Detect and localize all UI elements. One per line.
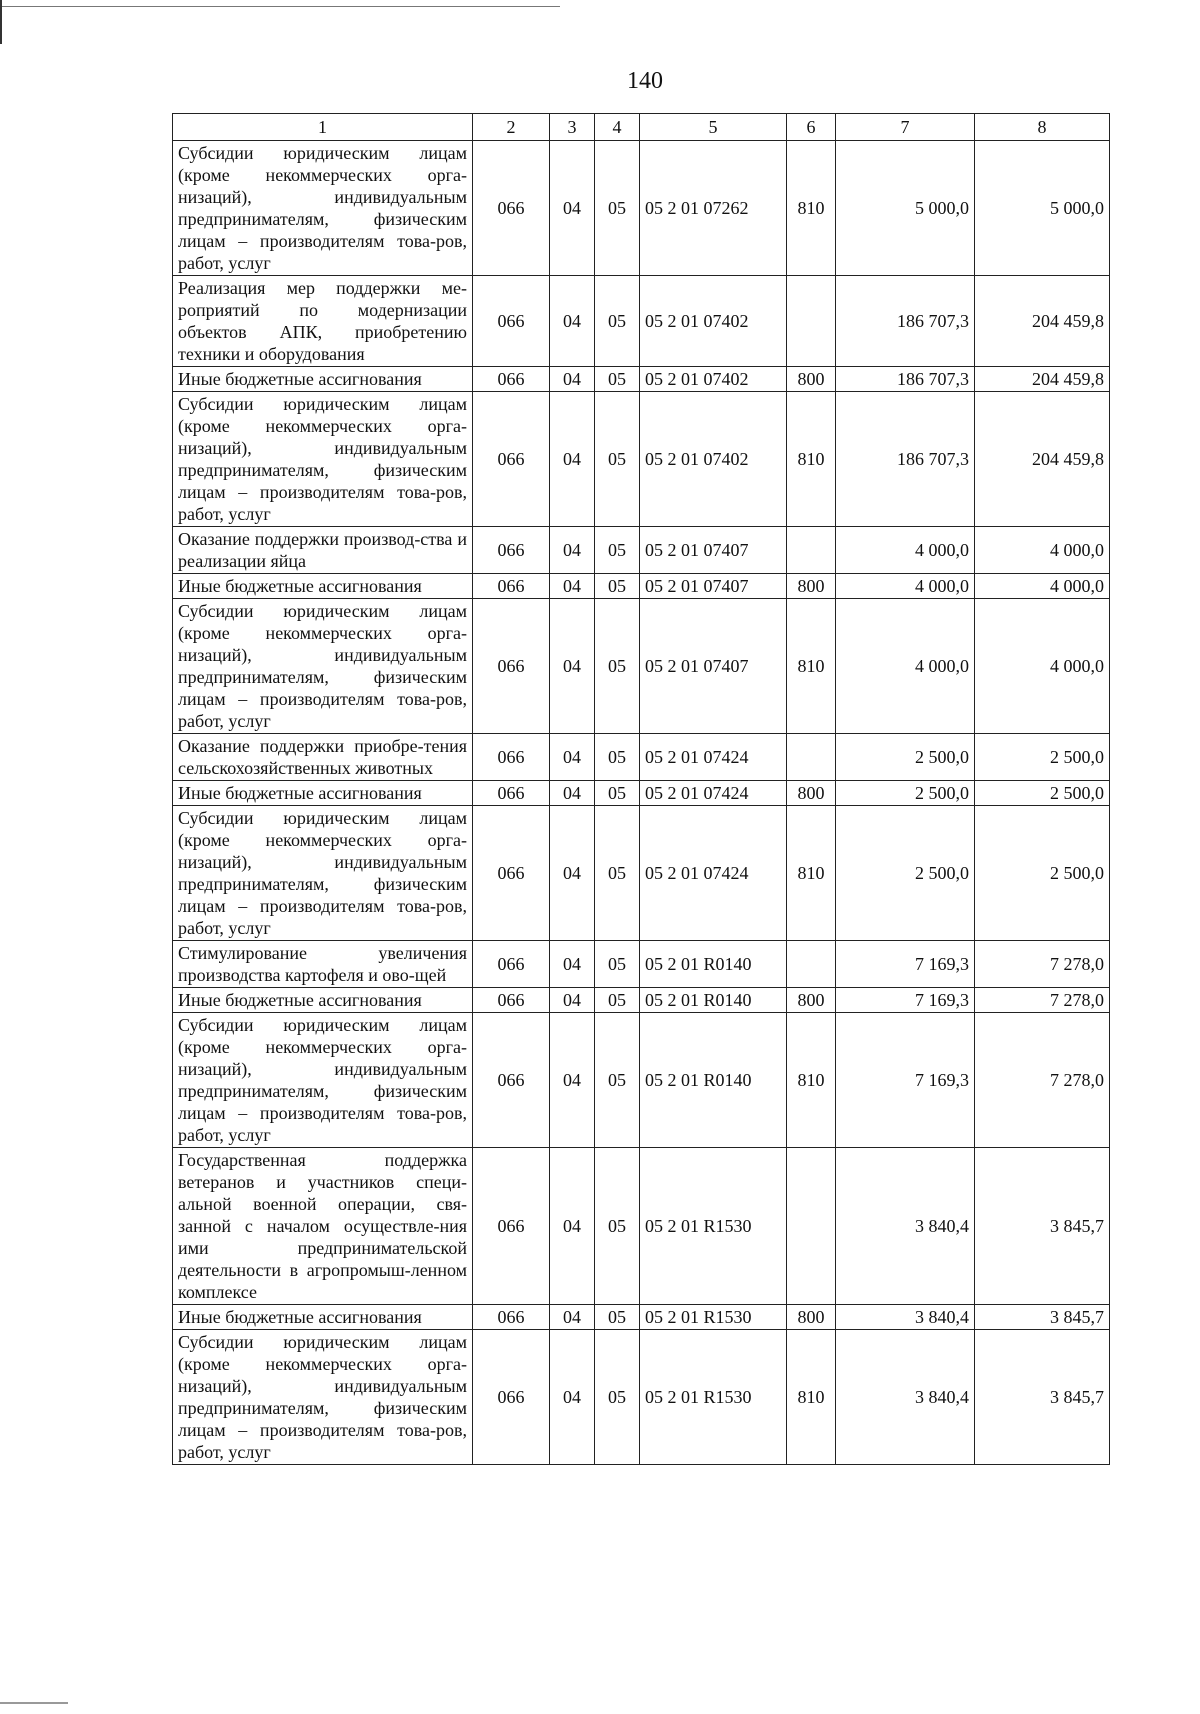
target-article-cell: 05 2 01 07262 [640,141,787,276]
expense-type-cell [787,1148,836,1305]
expense-type-cell: 810 [787,599,836,734]
admin-code-cell: 066 [473,392,550,527]
expense-type-cell: 800 [787,1305,836,1330]
target-article-cell: 05 2 01 R1530 [640,1305,787,1330]
row-name-cell: Иные бюджетные ассигнования [173,574,473,599]
row-name-cell: Стимулирование увеличения производства картофеля и ово-щей [173,941,473,988]
admin-code-cell: 066 [473,1148,550,1305]
subsection-cell: 05 [595,734,640,781]
table-row [173,1013,1110,1148]
amount-year2-cell: 5 000,0 [975,141,1110,276]
header-cell: 3 [550,114,595,141]
amount-year2-cell: 7 278,0 [975,941,1110,988]
admin-code-cell: 066 [473,734,550,781]
amount-year1-cell: 4 000,0 [836,527,975,574]
amount-year2-cell: 204 459,8 [975,367,1110,392]
expense-type-cell: 810 [787,806,836,941]
target-article-cell: 05 2 01 07402 [640,392,787,527]
section-cell: 04 [550,599,595,734]
amount-year2-cell: 2 500,0 [975,806,1110,941]
expense-type-cell: 800 [787,574,836,599]
section-cell: 04 [550,276,595,367]
subsection-cell: 05 [595,941,640,988]
table-row [173,806,1110,941]
table-row [173,599,1110,734]
amount-year2-cell: 3 845,7 [975,1148,1110,1305]
admin-code-cell: 066 [473,1305,550,1330]
amount-year1-cell: 7 169,3 [836,941,975,988]
amount-year2-cell: 204 459,8 [975,276,1110,367]
admin-code-cell: 066 [473,1330,550,1465]
admin-code-cell: 066 [473,141,550,276]
section-cell: 04 [550,1013,595,1148]
admin-code-cell: 066 [473,781,550,806]
table-body [173,114,1110,1465]
header-cell: 4 [595,114,640,141]
target-article-cell: 05 2 01 07407 [640,574,787,599]
row-name-cell: Иные бюджетные ассигнования [173,781,473,806]
section-cell: 04 [550,574,595,599]
budget-table [172,113,1110,1465]
amount-year1-cell: 3 840,4 [836,1330,975,1465]
row-name-cell: Иные бюджетные ассигнования [173,367,473,392]
row-name-cell: Субсидии юридическим лицам (кроме некоммерческих орга-низаций), индивидуальным предпринимателям, физическим лицам – производителям това-ров, работ, услуг [173,1013,473,1148]
section-cell: 04 [550,1305,595,1330]
amount-year1-cell: 4 000,0 [836,574,975,599]
amount-year1-cell: 2 500,0 [836,806,975,941]
header-cell: 6 [787,114,836,141]
target-article-cell: 05 2 01 07402 [640,367,787,392]
table-row [173,276,1110,367]
table-row [173,574,1110,599]
header-cell: 1 [173,114,473,141]
table-row [173,141,1110,276]
expense-type-cell: 800 [787,781,836,806]
target-article-cell: 05 2 01 R0140 [640,988,787,1013]
subsection-cell: 05 [595,1305,640,1330]
table-row [173,1330,1110,1465]
admin-code-cell: 066 [473,988,550,1013]
amount-year2-cell: 4 000,0 [975,527,1110,574]
target-article-cell: 05 2 01 R0140 [640,941,787,988]
expense-type-cell: 800 [787,988,836,1013]
subsection-cell: 05 [595,599,640,734]
expense-type-cell [787,276,836,367]
table-row [173,941,1110,988]
table-row [173,988,1110,1013]
subsection-cell: 05 [595,367,640,392]
amount-year2-cell: 7 278,0 [975,988,1110,1013]
target-article-cell: 05 2 01 07424 [640,734,787,781]
amount-year2-cell: 4 000,0 [975,574,1110,599]
amount-year2-cell: 3 845,7 [975,1330,1110,1465]
row-name-cell: Субсидии юридическим лицам (кроме некоммерческих орга-низаций), индивидуальным предпринимателям, физическим лицам – производителям това-ров, работ, услуг [173,806,473,941]
amount-year2-cell: 2 500,0 [975,781,1110,806]
target-article-cell: 05 2 01 07424 [640,806,787,941]
row-name-cell: Субсидии юридическим лицам (кроме некоммерческих орга-низаций), индивидуальным предпринимателям, физическим лицам – производителям това-ров, работ, услуг [173,392,473,527]
subsection-cell: 05 [595,1013,640,1148]
amount-year1-cell: 186 707,3 [836,392,975,527]
scan-artifact-line [0,1702,68,1704]
header-cell: 7 [836,114,975,141]
section-cell: 04 [550,734,595,781]
header-cell: 5 [640,114,787,141]
section-cell: 04 [550,1330,595,1465]
admin-code-cell: 066 [473,1013,550,1148]
subsection-cell: 05 [595,1148,640,1305]
row-name-cell: Иные бюджетные ассигнования [173,988,473,1013]
amount-year2-cell: 2 500,0 [975,734,1110,781]
expense-type-cell: 800 [787,367,836,392]
subsection-cell: 05 [595,141,640,276]
subsection-cell: 05 [595,392,640,527]
section-cell: 04 [550,367,595,392]
amount-year1-cell: 3 840,4 [836,1148,975,1305]
section-cell: 04 [550,988,595,1013]
admin-code-cell: 066 [473,574,550,599]
row-name-cell: Иные бюджетные ассигнования [173,1305,473,1330]
subsection-cell: 05 [595,1330,640,1465]
subsection-cell: 05 [595,574,640,599]
admin-code-cell: 066 [473,941,550,988]
admin-code-cell: 066 [473,276,550,367]
amount-year2-cell: 7 278,0 [975,1013,1110,1148]
subsection-cell: 05 [595,988,640,1013]
amount-year1-cell: 186 707,3 [836,367,975,392]
table-row [173,392,1110,527]
target-article-cell: 05 2 01 07407 [640,599,787,734]
table-row [173,1148,1110,1305]
row-name-cell: Реализация мер поддержки ме-роприятий по модернизации объектов АПК, приобретению техники и оборудования [173,276,473,367]
table-row [173,734,1110,781]
amount-year1-cell: 4 000,0 [836,599,975,734]
target-article-cell: 05 2 01 07407 [640,527,787,574]
target-article-cell: 05 2 01 07402 [640,276,787,367]
row-name-cell: Субсидии юридическим лицам (кроме некоммерческих орга-низаций), индивидуальным предпринимателям, физическим лицам – производителям това-ров, работ, услуг [173,599,473,734]
section-cell: 04 [550,1148,595,1305]
section-cell: 04 [550,781,595,806]
row-name-cell: Государственная поддержка ветеранов и участников специ-альной военной операции, свя-занной с началом осуществле-ния ими предпринимательской деятельности в агропромыш-ленном комплексе [173,1148,473,1305]
subsection-cell: 05 [595,806,640,941]
admin-code-cell: 066 [473,367,550,392]
expense-type-cell [787,734,836,781]
section-cell: 04 [550,141,595,276]
expense-type-cell: 810 [787,1330,836,1465]
scan-artifact-line [0,6,560,7]
amount-year2-cell: 204 459,8 [975,392,1110,527]
amount-year1-cell: 3 840,4 [836,1305,975,1330]
admin-code-cell: 066 [473,527,550,574]
amount-year2-cell: 4 000,0 [975,599,1110,734]
amount-year1-cell: 2 500,0 [836,781,975,806]
section-cell: 04 [550,527,595,574]
table-row [173,367,1110,392]
amount-year2-cell: 3 845,7 [975,1305,1110,1330]
amount-year1-cell: 186 707,3 [836,276,975,367]
section-cell: 04 [550,806,595,941]
scan-artifact-edge [0,0,2,44]
subsection-cell: 05 [595,781,640,806]
subsection-cell: 05 [595,276,640,367]
expense-type-cell: 810 [787,1013,836,1148]
table-row [173,1305,1110,1330]
table-row [173,527,1110,574]
header-cell: 8 [975,114,1110,141]
amount-year1-cell: 7 169,3 [836,988,975,1013]
amount-year1-cell: 2 500,0 [836,734,975,781]
header-cell: 2 [473,114,550,141]
target-article-cell: 05 2 01 R1530 [640,1330,787,1465]
expense-type-cell: 810 [787,141,836,276]
expense-type-cell: 810 [787,392,836,527]
expense-type-cell [787,527,836,574]
expense-type-cell [787,941,836,988]
row-name-cell: Субсидии юридическим лицам (кроме некоммерческих орга-низаций), индивидуальным предпринимателям, физическим лицам – производителям това-ров, работ, услуг [173,1330,473,1465]
page-number: 140 [627,68,663,94]
row-name-cell: Оказание поддержки производ-ства и реализации яйца [173,527,473,574]
row-name-cell: Оказание поддержки приобре-тения сельскохозяйственных животных [173,734,473,781]
amount-year1-cell: 5 000,0 [836,141,975,276]
table-row [173,781,1110,806]
section-cell: 04 [550,392,595,527]
amount-year1-cell: 7 169,3 [836,1013,975,1148]
subsection-cell: 05 [595,527,640,574]
target-article-cell: 05 2 01 R1530 [640,1148,787,1305]
row-name-cell: Субсидии юридическим лицам (кроме некоммерческих орга-низаций), индивидуальным предпринимателям, физическим лицам – производителям това-ров, работ, услуг [173,141,473,276]
target-article-cell: 05 2 01 07424 [640,781,787,806]
target-article-cell: 05 2 01 R0140 [640,1013,787,1148]
section-cell: 04 [550,941,595,988]
admin-code-cell: 066 [473,806,550,941]
admin-code-cell: 066 [473,599,550,734]
table-header-row [173,114,1110,141]
